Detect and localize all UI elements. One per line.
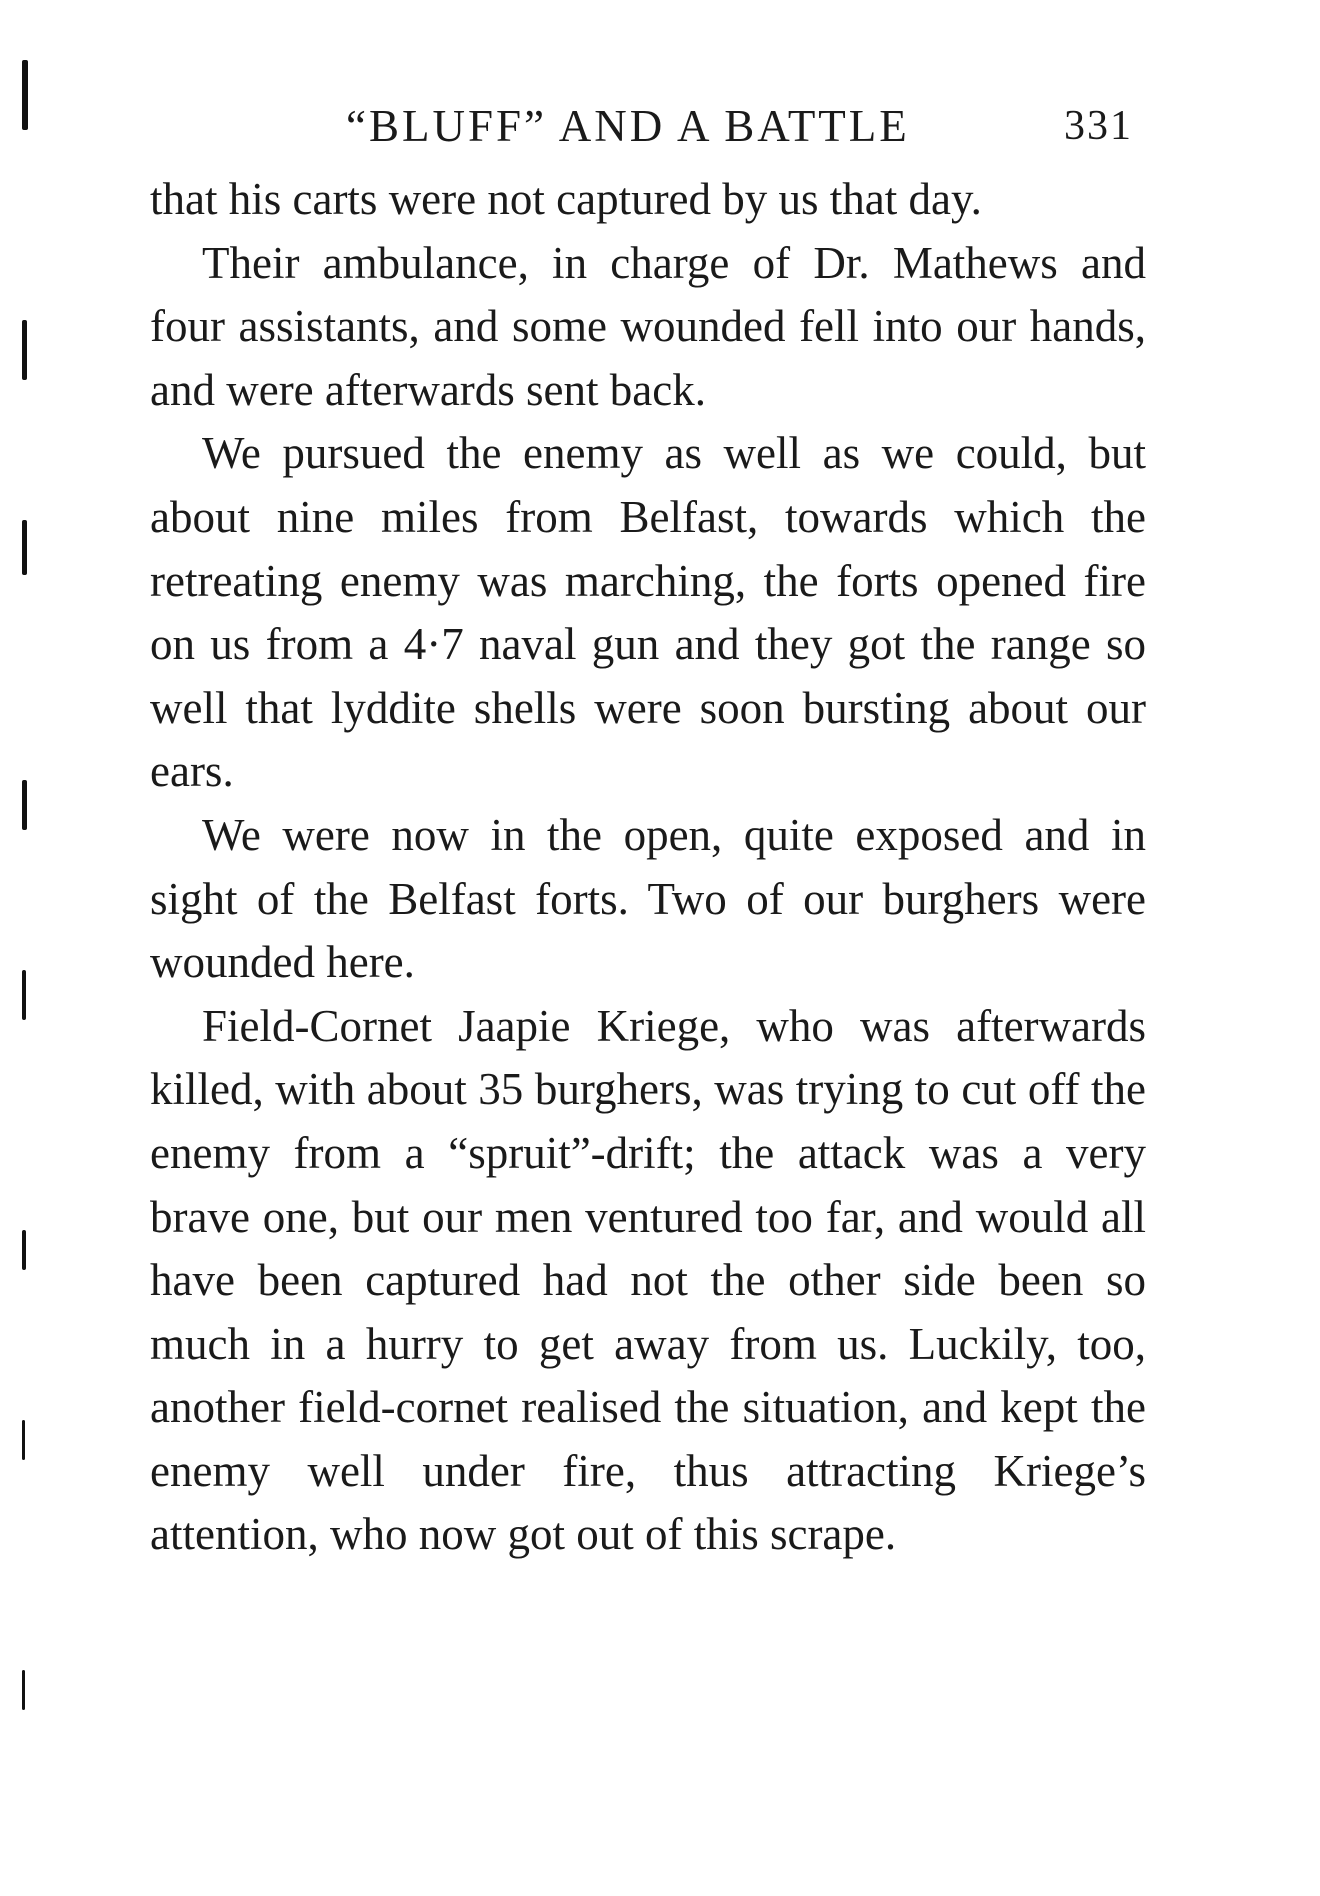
running-title: “BLUFF” AND A BATTLE [346,101,910,151]
binding-mark [22,520,27,575]
binding-mark [22,780,27,830]
paragraph: Their ambulance, in charge of Dr. Mathews and four assistants, and some wounded fell into our hands, and were afterwards sent back. [150,237,1146,415]
binding-mark [22,970,26,1020]
paragraph: Field-Cornet Jaapie Kriege, who was afterwards killed, with about 35 burghers, was trying to cut off the enemy from a “spruit”-drift; the attack was a very brave one, but our men ventured too far, and would all have been captured had not the other side been so much in a hurry to get away from us. Luckily, too, another field-cornet realised the situation, and kept the enemy well under fire, thus attracting Kriege’s attention, who now got out of this scrape. [150,1000,1146,1560]
page-header [0,100,1320,160]
binding-mark [22,1420,25,1460]
paragraph: that his carts were not captured by us that day. [150,174,982,224]
binding-mark [22,1230,26,1270]
body-text [150,168,1146,1567]
paragraph: We pursued the enemy as well as we could, but about nine miles from Belfast, towards which the retreating enemy was marching, the forts opened fire on us from a 4·7 naval gun and they got the range so well that lyddite shells were soon bursting about our ears. [150,428,1146,797]
page-number: 331 [1064,103,1133,149]
binding-mark [22,1670,25,1710]
binding-mark [22,320,27,380]
paragraph: We were now in the open, quite exposed and in sight of the Belfast forts. Two of our burghers were wounded here. [150,809,1146,988]
